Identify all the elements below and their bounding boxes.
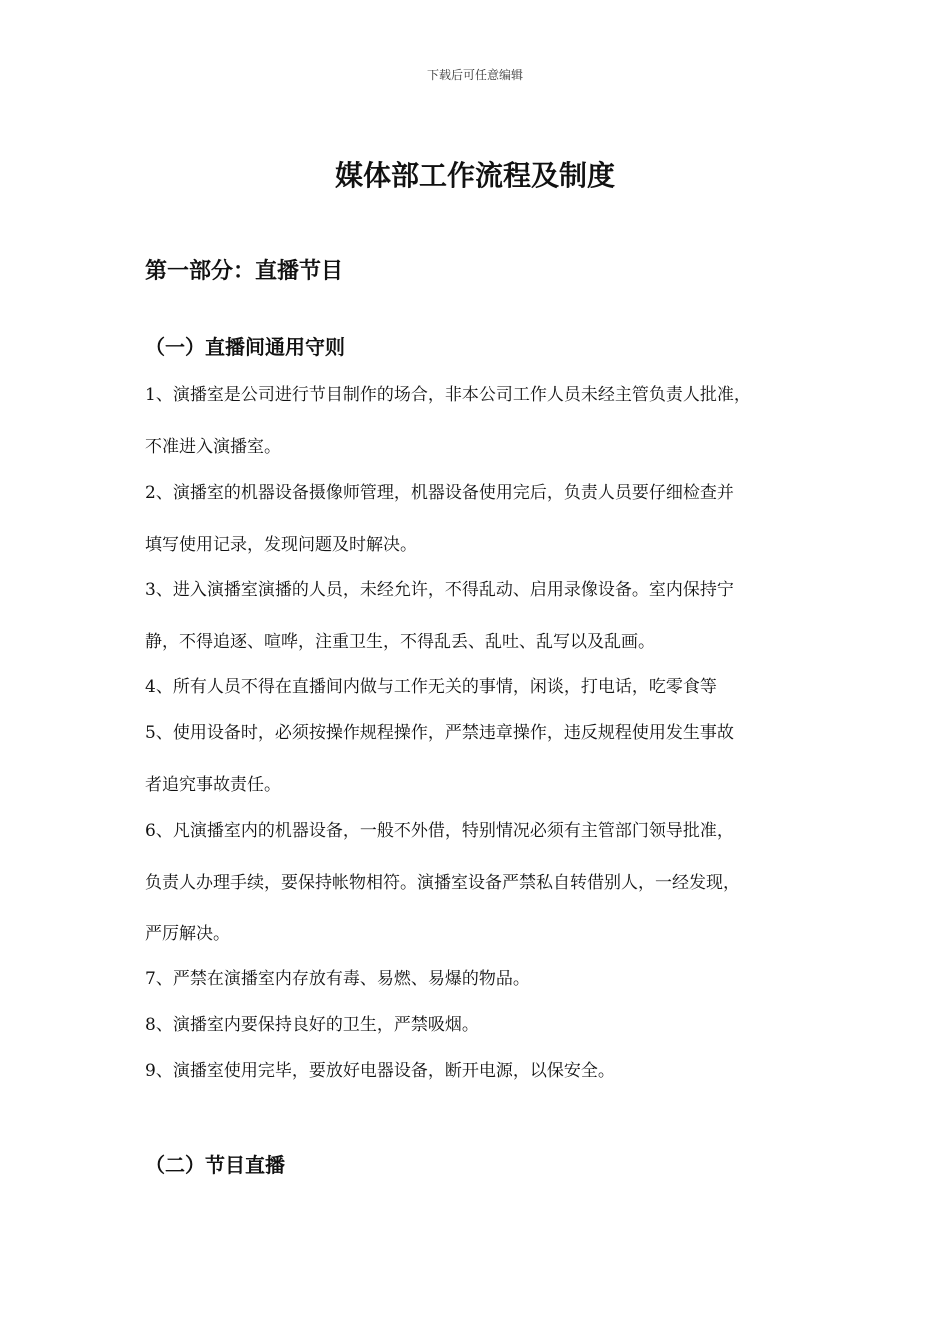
section-heading-live-broadcast: （二）节目直播 [145, 1153, 285, 1177]
rule-line: 5、使用设备时，必须按操作规程操作，严禁违章操作，违反规程使用发生事故 [145, 723, 734, 743]
rule-line: 静，不得追逐、喧哗，注重卫生，不得乱丢、乱吐、乱写以及乱画。 [145, 632, 655, 652]
rule-line: 8、演播室内要保持良好的卫生，严禁吸烟。 [145, 1015, 479, 1035]
rule-line: 7、严禁在演播室内存放有毒、易燃、易爆的物品。 [145, 969, 530, 989]
rule-line: 4、所有人员不得在直播间内做与工作无关的事情，闲谈，打电话，吃零食等 [145, 677, 717, 697]
rule-line: 负责人办理手续，要保持帐物相符。演播室设备严禁私自转借别人，一经发现， [145, 873, 740, 893]
rule-line: 者追究事故责任。 [145, 775, 281, 795]
rule-line: 2、演播室的机器设备摄像师管理，机器设备使用完后，负责人员要仔细检查并 [145, 483, 734, 503]
rule-line: 不准进入演播室。 [145, 437, 281, 457]
rule-line: 1、演播室是公司进行节目制作的场合，非本公司工作人员未经主管负责人批准， [145, 385, 751, 405]
rule-line: 9、演播室使用完毕，要放好电器设备，断开电源，以保安全。 [145, 1061, 615, 1081]
section-heading-general-rules: （一）直播间通用守则 [145, 335, 345, 359]
rule-line: 3、进入演播室演播的人员，未经允许，不得乱动、启用录像设备。室内保持宁 [145, 580, 734, 600]
rule-line: 填写使用记录，发现问题及时解决。 [145, 535, 417, 555]
header-note: 下载后可任意编辑 [426, 68, 523, 82]
rule-line: 6、凡演播室内的机器设备，一般不外借，特别情况必须有主管部门领导批准， [145, 821, 734, 841]
rule-line: 严厉解决。 [145, 924, 230, 944]
part-heading: 第一部分：直播节目 [145, 258, 344, 284]
document-title: 媒体部工作流程及制度 [334, 159, 615, 192]
